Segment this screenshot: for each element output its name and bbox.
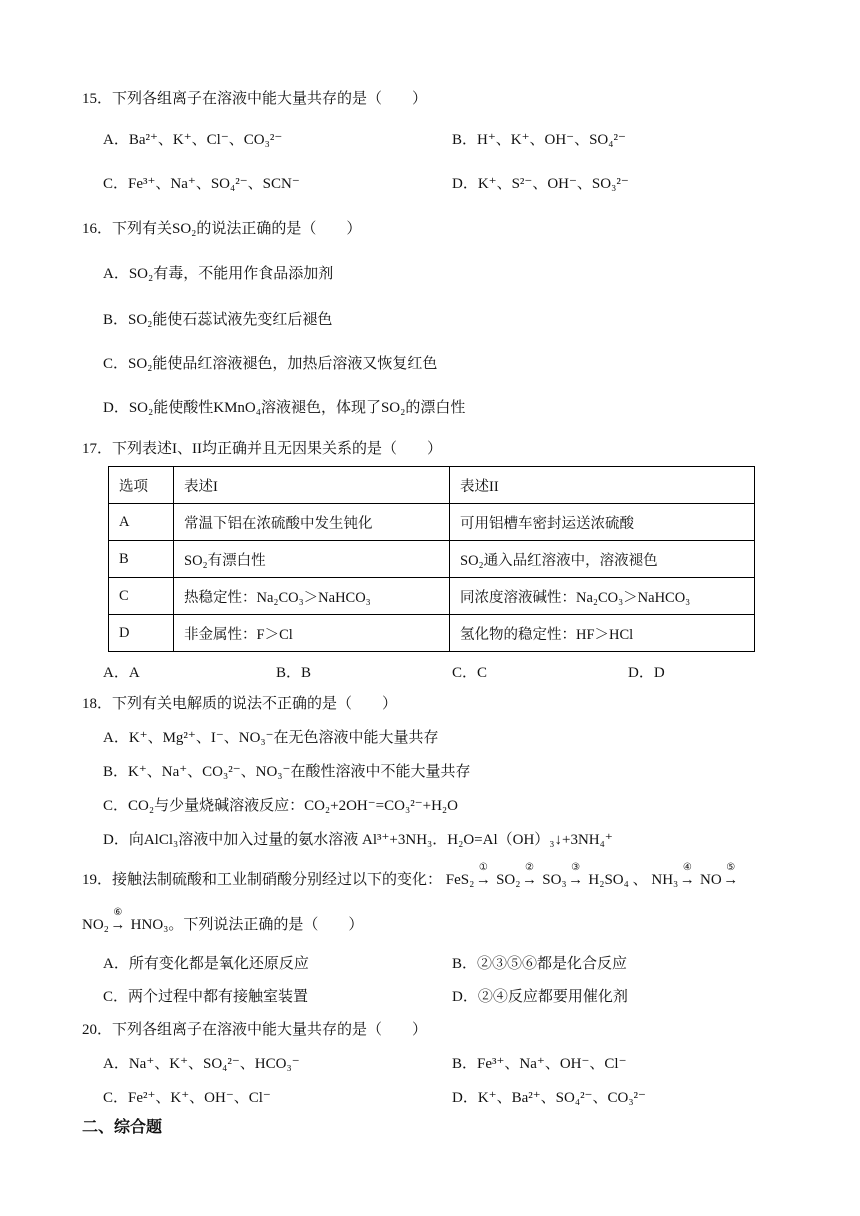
q16-option-d[interactable]: D．SO₂能使酸性KMnO₄溶液褪色，体现了SO₂的漂白性 — [103, 400, 466, 416]
q19-chain1-so2: SO₂ — [496, 872, 521, 888]
table-cell: 同浓度溶液碱性：Na₂CO₃＞NaHCO₃ — [450, 578, 755, 615]
reaction-arrow-icon: ⑤ → — [723, 862, 739, 888]
table-header-cell: 表述I — [174, 467, 450, 504]
q19-chain2-hno3: HNO₃ — [130, 917, 169, 933]
q15-option-d[interactable]: D．K⁺、S²⁻、OH⁻、SO₃²⁻ — [452, 176, 629, 192]
q19-separator: 、 — [632, 872, 648, 888]
table-cell: D — [109, 615, 174, 652]
reaction-arrow-icon: ③ → — [568, 862, 584, 888]
reaction-arrow-icon: ⑥ → — [110, 907, 126, 933]
q20-option-b[interactable]: B．Fe³⁺、Na⁺、OH⁻、Cl⁻ — [452, 1056, 627, 1072]
q17-option-d[interactable]: D．D — [628, 665, 665, 681]
q19-stem-prefix: 19．接触法制硫酸和工业制硝酸分别经过以下的变化： — [82, 872, 443, 888]
q19-chain1-fes2: FeS₂ — [445, 872, 475, 888]
table-cell: A — [109, 504, 174, 541]
table-cell: SO₂有漂白性 — [174, 541, 450, 578]
table-row — [109, 504, 755, 541]
q19-option-a[interactable]: A．所有变化都是氧化还原反应 — [103, 956, 309, 972]
q18-option-d[interactable]: D．向AlCl₃溶液中加入过量的氨水溶液 Al³⁺+3NH₃．H₂O=Al（OH）₃↓+3NH₄⁺ — [103, 832, 613, 848]
q19-chain1-so3: SO₃ — [542, 872, 567, 888]
table-cell: SO₂通入品红溶液中，溶液褪色 — [450, 541, 755, 578]
q16-option-c[interactable]: C．SO₂能使品红溶液褪色，加热后溶液又恢复红色 — [103, 356, 438, 372]
table-cell: 可用铝槽车密封运送浓硫酸 — [450, 504, 755, 541]
table-cell: 非金属性：F＞Cl — [174, 615, 450, 652]
q15-option-a[interactable]: A．Ba²⁺、K⁺、Cl⁻、CO₃²⁻ — [103, 132, 283, 148]
q19-chain1-h2so4: H₂SO₄ — [588, 872, 629, 888]
q17-option-c[interactable]: C．C — [452, 665, 488, 681]
table-header-row — [109, 467, 755, 504]
q17-stem: 17．下列表述I、II均正确并且无因果关系的是（ ） — [82, 441, 442, 457]
table-cell: C — [109, 578, 174, 615]
q18-option-c[interactable]: C．CO₂与少量烧碱溶液反应：CO₂+2OH⁻=CO₃²⁻+H₂O — [103, 798, 458, 814]
reaction-arrow-icon: ④ → — [679, 862, 695, 888]
q16-option-b[interactable]: B．SO₂能使石蕊试液先变红后褪色 — [103, 312, 333, 328]
table-header-cell: 表述II — [450, 467, 755, 504]
table-header-cell: 选项 — [109, 467, 174, 504]
q19-stem-line1 — [82, 862, 740, 890]
q18-stem: 18．下列有关电解质的说法不正确的是（ ） — [82, 696, 398, 712]
reaction-arrow-icon: ① → — [475, 862, 491, 888]
q19-stem-suffix: 。下列说法正确的是（ ） — [168, 917, 364, 933]
q17-table — [108, 466, 755, 652]
q20-option-d[interactable]: D．K⁺、Ba²⁺、SO₄²⁻、CO₃²⁻ — [452, 1090, 646, 1106]
q19-stem-line2 — [82, 907, 364, 935]
q19-option-c[interactable]: C．两个过程中都有接触室装置 — [103, 989, 309, 1005]
table-row — [109, 541, 755, 578]
q16-stem: 16．下列有关SO₂的说法正确的是（ ） — [82, 221, 362, 237]
q17-option-a[interactable]: A．A — [103, 665, 140, 681]
q20-option-a[interactable]: A．Na⁺、K⁺、SO₄²⁻、HCO₃⁻ — [103, 1056, 300, 1072]
q19-option-b[interactable]: B．②③⑤⑥都是化合反应 — [452, 956, 628, 972]
q16-option-a[interactable]: A．SO₂有毒，不能用作食品添加剂 — [103, 266, 334, 282]
q19-chain2-no2: NO₂ — [82, 917, 109, 933]
table-cell: 常温下铝在浓硫酸中发生钝化 — [174, 504, 450, 541]
q15-option-c[interactable]: C．Fe³⁺、Na⁺、SO₄²⁻、SCN⁻ — [103, 176, 300, 192]
reaction-arrow-icon: ② → — [522, 862, 537, 888]
q18-option-a[interactable]: A．K⁺、Mg²⁺、I⁻、NO₃⁻在无色溶液中能大量共存 — [103, 730, 439, 746]
q19-chain2-no: NO — [700, 872, 722, 888]
q18-option-b[interactable]: B．K⁺、Na⁺、CO₃²⁻、NO₃⁻在酸性溶液中不能大量共存 — [103, 764, 471, 780]
table-row — [109, 578, 755, 615]
table-cell: B — [109, 541, 174, 578]
table-row — [109, 615, 755, 652]
q20-stem: 20．下列各组离子在溶液中能大量共存的是（ ） — [82, 1022, 428, 1038]
q20-option-c[interactable]: C．Fe²⁺、K⁺、OH⁻、Cl⁻ — [103, 1090, 271, 1106]
table-cell: 氢化物的稳定性：HF＞HCl — [450, 615, 755, 652]
q19-option-d[interactable]: D．②④反应都要用催化剂 — [452, 989, 628, 1005]
table-cell: 热稳定性：Na₂CO₃＞NaHCO₃ — [174, 578, 450, 615]
q15-option-b[interactable]: B．H⁺、K⁺、OH⁻、SO₄²⁻ — [452, 132, 626, 148]
q17-option-b[interactable]: B．B — [276, 665, 312, 681]
section-heading: 二、综合题 — [82, 1119, 163, 1136]
q19-chain2-nh3: NH₃ — [651, 872, 679, 888]
q15-stem: 15．下列各组离子在溶液中能大量共存的是（ ） — [82, 91, 428, 107]
